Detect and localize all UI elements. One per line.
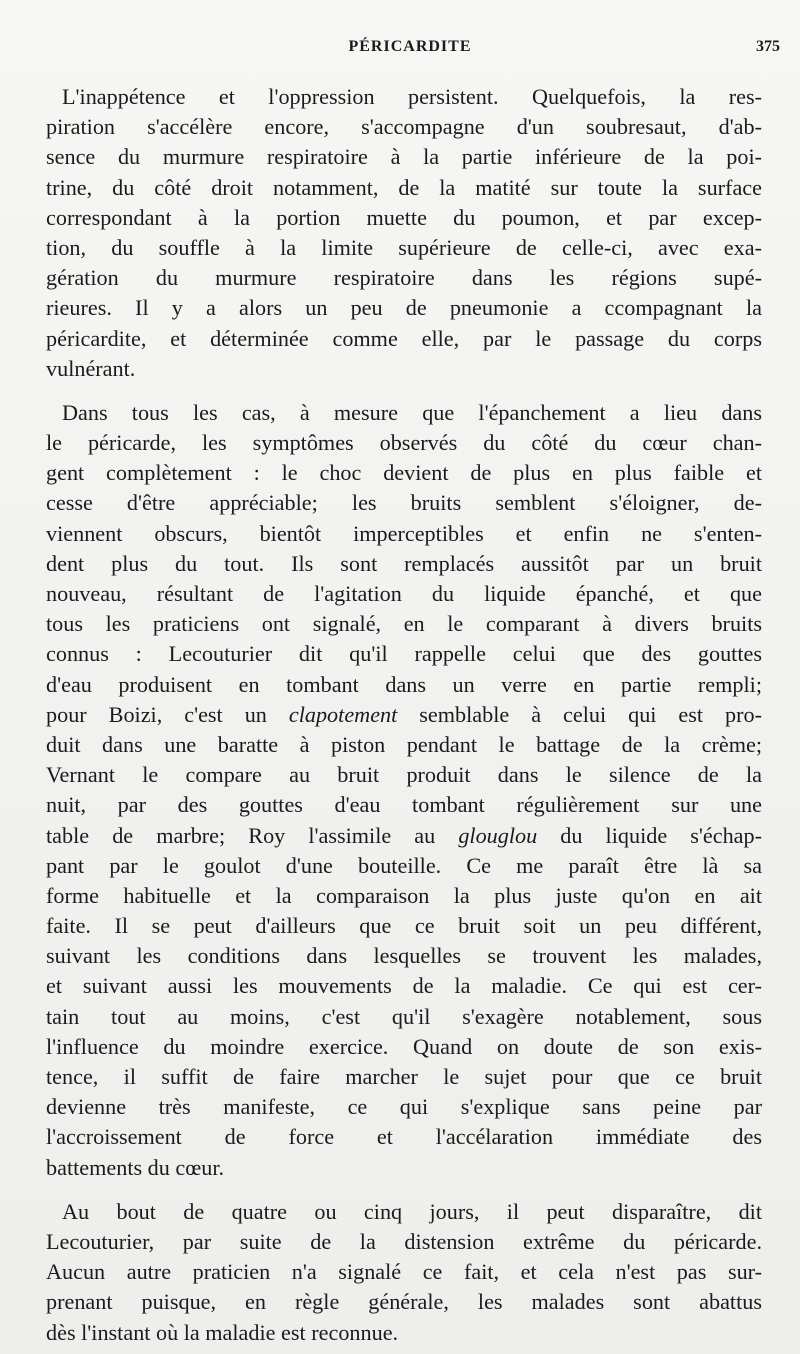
text-line: dent plus du tout. Ils sont remplacés aussitôt par un bruit xyxy=(46,550,762,576)
text-line: battements du cœur. xyxy=(46,1154,225,1180)
text-line: nuit, par des gouttes d'eau tombant régulièrement sur une xyxy=(46,792,762,818)
body-text xyxy=(46,82,762,1348)
paragraph-1 xyxy=(46,82,762,384)
paragraph-gap xyxy=(46,384,762,398)
text-line xyxy=(46,700,762,730)
text-line: trine, du côté droit notamment, de la matité sur toute la surface xyxy=(46,174,762,200)
paragraph-3 xyxy=(46,1197,762,1348)
text-line: Lecouturier, par suite de la distension extrême du péricarde. xyxy=(46,1228,762,1254)
text-line: Dans tous les cas, à mesure que l'épanchement a lieu dans xyxy=(62,399,762,425)
text-line: tain tout au moins, c'est qu'il s'exagère notablement, sous xyxy=(46,1003,762,1029)
text-line: Au bout de quatre ou cinq jours, il peut disparaître, dit xyxy=(62,1198,762,1224)
text-line: viennent obscurs, bientôt imperceptibles et enfin ne s'enten- xyxy=(46,520,762,546)
text-segment: du liquide s'échap- xyxy=(537,822,763,848)
text-line: l'influence du moindre exercice. Quand on doute de son exis- xyxy=(46,1033,762,1059)
text-line: correspondant à la portion muette du poumon, et par excep- xyxy=(46,204,762,230)
text-line: faite. Il se peut d'ailleurs que ce bruit soit un peu différent, xyxy=(46,913,762,939)
text-line: L'inappétence et l'oppression persistent. Quelquefois, la res- xyxy=(62,84,762,109)
paragraph-gap xyxy=(46,1183,762,1197)
text-line: Vernant le compare au bruit produit dans le silence de la xyxy=(46,762,762,788)
text-line: cesse d'être appréciable; les bruits semblent s'éloigner, de- xyxy=(46,490,762,516)
text-line: l'accroissement de force et l'accélaration immédiate des xyxy=(46,1124,762,1150)
running-head xyxy=(40,38,780,62)
italic-term-glouglou: glouglou xyxy=(458,822,538,848)
text-line: le péricarde, les symptômes observés du côté du cœur chan- xyxy=(46,430,762,456)
text-line: prenant puisque, en règle générale, les malades sont abattus xyxy=(46,1289,762,1315)
text-line: tence, il suffit de faire marcher le sujet pour que ce bruit xyxy=(46,1064,762,1089)
text-line: forme habituelle et la comparaison la plus juste qu'on en ait xyxy=(46,882,762,908)
text-line: connus : Lecouturier dit qu'il rappelle celui que des gouttes xyxy=(46,641,762,667)
text-line: rieures. Il y a alors un peu de pneumonie a ccompagnant la xyxy=(46,295,762,321)
text-line: piration s'accélère encore, s'accompagne d'un soubresaut, d'ab- xyxy=(46,114,762,140)
page-number: 375 xyxy=(756,38,780,55)
text-line: tous les praticiens ont signalé, en le comparant à divers bruits xyxy=(46,611,762,637)
text-line: vulnérant. xyxy=(46,355,136,381)
text-segment: semblable à celui qui est pro- xyxy=(397,701,763,727)
italic-term-clapotement: clapotement xyxy=(288,701,398,727)
text-line xyxy=(46,821,762,851)
text-line: dès l'instant où la maladie est reconnue. xyxy=(46,1319,399,1345)
text-segment: pour Boizi, c'est un xyxy=(46,701,289,727)
text-segment: table de marbre; Roy l'assimile au xyxy=(46,822,459,848)
text-line: sence du murmure respiratoire à la partie inférieure de la poi- xyxy=(46,144,762,170)
text-line: tion, du souffle à la limite supérieure de celle-ci, avec exa- xyxy=(46,234,762,260)
text-line: duit dans une baratte à piston pendant le battage de la crème; xyxy=(46,731,762,757)
text-line: suivant les conditions dans lesquelles se trouvent les malades, xyxy=(46,943,762,969)
text-line: d'eau produisent en tombant dans un verre en partie rempli; xyxy=(46,671,762,697)
text-line: devienne très manifeste, ce qui s'explique sans peine par xyxy=(46,1094,762,1120)
paragraph-2 xyxy=(46,398,762,1183)
text-line: péricardite, et déterminée comme elle, par le passage du corps xyxy=(46,325,762,351)
running-title: PÉRICARDITE xyxy=(348,38,472,55)
text-line: nouveau, résultant de l'agitation du liquide épanché, et que xyxy=(46,581,762,606)
text-line: pant par le goulot d'une bouteille. Ce me paraît être là sa xyxy=(46,852,762,878)
text-line: gent complètement : le choc devient de plus en plus faible et xyxy=(46,460,762,486)
text-line: gération du murmure respiratoire dans les régions supé- xyxy=(46,265,762,291)
text-line: Aucun autre praticien n'a signalé ce fait, et cela n'est pas sur- xyxy=(46,1259,762,1285)
text-line: et suivant aussi les mouvements de la maladie. Ce qui est cer- xyxy=(46,973,762,999)
